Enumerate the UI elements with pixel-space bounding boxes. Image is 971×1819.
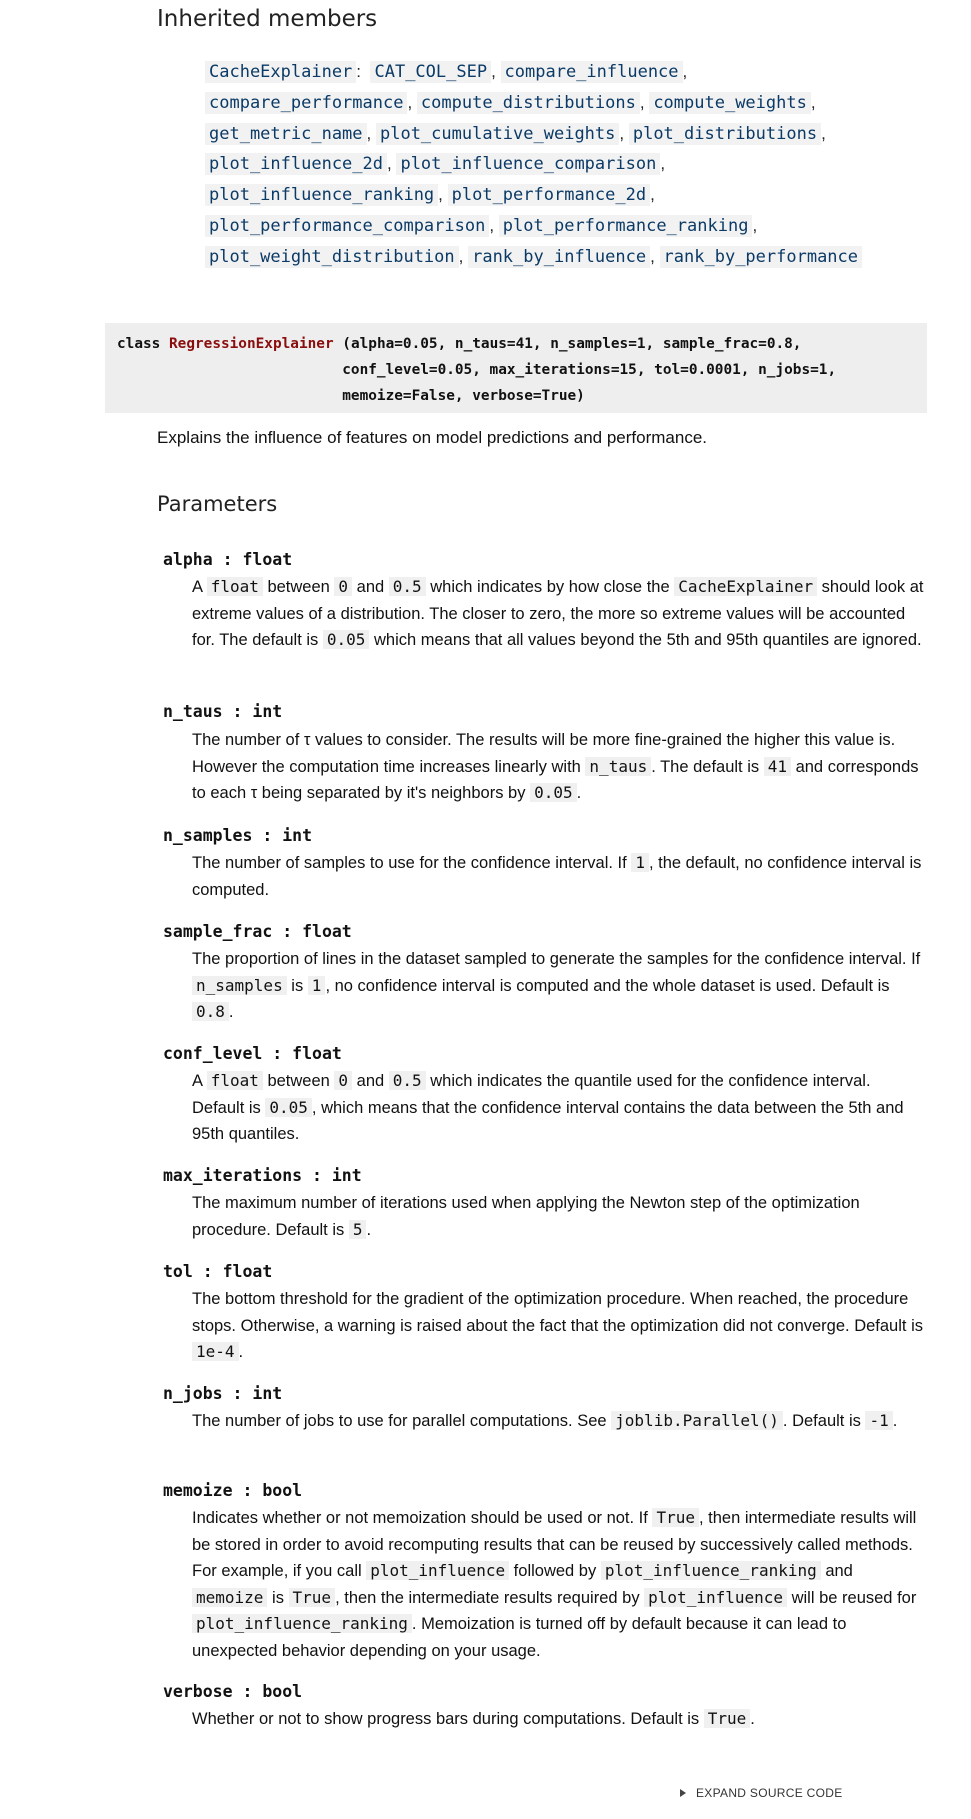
param-title-sample-frac: sample_frac : float [163, 922, 352, 941]
inherited-members-list: CacheExplainer : CAT_COL_SEP , compare_influence , compare_performance , compute_distributions , compute_weights , get_metric_name , plot_cumulative_weights , plot_distributions , plot_influence_2d , plot_influence_comparison , plot_influence_ranking , plot_performance_2d , plot_performance_comparison , plot_performance_ranking , plot_weight_distribution , rank_by_influence , rank_by_performance [205, 57, 925, 273]
class-keyword: class [117, 336, 161, 352]
param-desc-max-iterations: The maximum number of iterations used when applying the Newton step of the optimization procedure. Default is 5 . [192, 1194, 860, 1239]
expand-source-code-toggle[interactable] [680, 1786, 843, 1800]
param-title-alpha: alpha : float [163, 550, 293, 569]
param-title-n-taus: n_taus : int [163, 702, 283, 721]
param-title-n-jobs: n_jobs : int [163, 1384, 283, 1403]
member-link[interactable]: plot_performance_comparison [205, 215, 489, 237]
param-title-n-samples: n_samples : int [163, 826, 313, 845]
param-desc-conf-level: A float between 0 and 0.5 which indicates the quantile used for the confidence interval. Default is 0.05 , which means that the confidence interval contains the data between the 5th and 95th quantiles. [192, 1071, 904, 1144]
param-desc-n-taus: The number of τ values to consider. The results will be more fine-grained the higher this value is. However the computation time increases linearly with n_taus . The default is 41 and corresponds to each τ being separated by it's neighbors by 0.05 . [192, 731, 919, 803]
param-desc-n-samples: The number of samples to use for the confidence interval. If 1 , the default, no confidence interval is computed. [192, 853, 922, 899]
expand-source-code-label: EXPAND SOURCE CODE [696, 1786, 843, 1800]
class-signature [117, 331, 836, 409]
param-desc-sample-frac: The proportion of lines in the dataset sampled to generate the samples for the confidence interval. If n_samples is 1 , no confidence interval is computed and the whole dataset is used. Default is 0.8 . [192, 950, 921, 1022]
member-link[interactable]: get_metric_name [205, 123, 367, 145]
member-link[interactable]: compute_weights [649, 92, 811, 114]
member-link[interactable]: plot_performance_2d [448, 184, 650, 206]
member-link[interactable]: plot_cumulative_weights [376, 123, 619, 145]
signature-line: conf_level=0.05, max_iterations=15, tol=0.0001, n_jobs=1, [117, 362, 837, 378]
signature-line: memoize=False, verbose=True) [117, 388, 585, 404]
param-title-conf-level: conf_level : float [163, 1044, 342, 1063]
member-link[interactable]: compare_influence [501, 61, 683, 83]
member-link[interactable]: plot_weight_distribution [205, 246, 459, 268]
member-link[interactable]: plot_influence_comparison [396, 153, 660, 175]
param-desc-verbose: Whether or not to show progress bars during computations. Default is True . [192, 1709, 755, 1728]
param-title-memoize: memoize : bool [163, 1481, 303, 1500]
member-link[interactable]: plot_distributions [629, 123, 821, 145]
param-title-verbose: verbose : bool [163, 1682, 303, 1701]
inherited-class-link[interactable]: CacheExplainer [205, 61, 356, 83]
member-link[interactable]: compute_distributions [417, 92, 640, 114]
member-link[interactable]: plot_performance_ranking [499, 215, 753, 237]
param-desc-memoize: Indicates whether or not memoization should be used or not. If True , then intermediate results will be stored in order to avoid recomputing results that can be reused by successively called methods. For example, if you call plot_influence followed by plot_influence_ranking and memoize is True , then the intermediate results required by plot_influence will be reused for plot_influence_ranking . Memoization is turned off by default because it can lead to unexpected behavior depending on your usage. [192, 1508, 917, 1660]
member-link[interactable]: rank_by_performance [660, 246, 862, 268]
signature-line: (alpha=0.05, n_taus=41, n_samples=1, sample_frac=0.8, [333, 336, 802, 352]
param-desc-n-jobs: The number of jobs to use for parallel computations. See joblib.Parallel() . Default is -1 . [192, 1411, 898, 1430]
class-signature-box [105, 323, 927, 413]
param-title-max-iterations: max_iterations : int [163, 1166, 362, 1185]
inherited-members-heading: Inherited members [157, 6, 378, 32]
member-link[interactable]: rank_by_influence [468, 246, 650, 268]
class-description: Explains the influence of features on model predictions and performance. [157, 428, 707, 447]
param-title-tol: tol : float [163, 1262, 273, 1281]
member-link[interactable]: compare_performance [205, 92, 407, 114]
parameters-heading: Parameters [157, 492, 278, 516]
caret-right-icon [680, 1789, 686, 1797]
member-link[interactable]: plot_influence_ranking [205, 184, 438, 206]
member-link[interactable]: CAT_COL_SEP [370, 61, 491, 83]
class-separator: : [356, 62, 362, 81]
class-name: RegressionExplainer [169, 336, 334, 352]
param-desc-tol: The bottom threshold for the gradient of the optimization procedure. When reached, the procedure stops. Otherwise, a warning is raised about the fact that the optimization did not converge. Default is 1e-4 . [192, 1290, 923, 1362]
param-desc-alpha: A float between 0 and 0.5 which indicates by how close the CacheExplainer should look at extreme values of a distribution. The closer to zero, the more so extreme values will be accounted for. The default is 0.05 which means that all values beyond the 5th and 95th quantiles are ignored. [192, 577, 924, 650]
member-link[interactable]: plot_influence_2d [205, 153, 387, 175]
